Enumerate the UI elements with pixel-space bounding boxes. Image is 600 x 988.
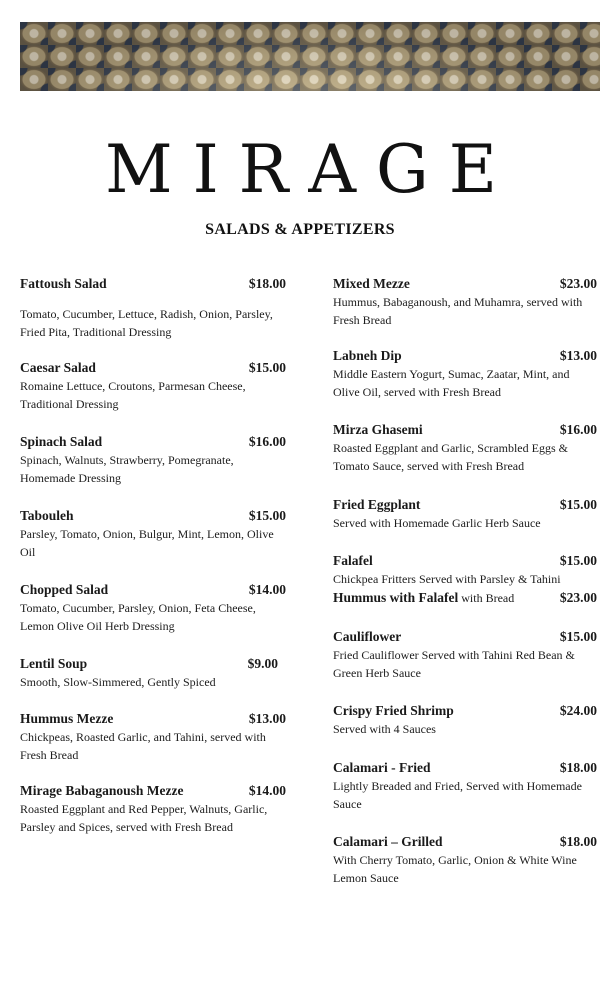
- item-description: Lightly Breaded and Fried, Served with Homemade Sauce: [333, 779, 582, 811]
- menu-item: [20, 711, 286, 764]
- item-description: With Cherry Tomato, Garlic, Onion & White Wine Lemon Sauce: [333, 853, 577, 885]
- item-price: $15.00: [559, 553, 597, 568]
- item-name: Calamari – Grilled: [333, 834, 443, 849]
- menu-item: [20, 434, 286, 487]
- item-description: Roasted Eggplant and Garlic, Scrambled Eggs & Tomato Sauce, served with Fresh Bread: [333, 441, 568, 473]
- item-name: Falafel: [333, 553, 373, 568]
- combo-suffix: with Bread: [458, 590, 515, 605]
- item-price: $14.00: [248, 783, 286, 798]
- menu-item: [20, 276, 286, 341]
- menu-item: [333, 834, 597, 887]
- menu-item: [333, 553, 597, 607]
- item-name: Lentil Soup: [20, 656, 88, 671]
- menu-item: [333, 629, 597, 682]
- menu-item: [20, 360, 286, 413]
- item-description: Served with Homemade Garlic Herb Sauce: [333, 516, 541, 530]
- item-name: Labneh Dip: [333, 348, 402, 363]
- item-description: Fried Cauliflower Served with Tahini Red Bean & Green Herb Sauce: [333, 648, 575, 680]
- item-description: Chickpeas, Roasted Garlic, and Tahini, served with Fresh Bread: [20, 730, 266, 762]
- item-description: Tomato, Cucumber, Lettuce, Radish, Onion, Parsley, Fried Pita, Traditional Dressing: [20, 307, 273, 339]
- menu-item: [20, 508, 286, 561]
- item-description: Smooth, Slow-Simmered, Gently Spiced: [20, 675, 216, 689]
- item-price: $16.00: [248, 434, 286, 449]
- item-name: Hummus Mezze: [20, 711, 114, 726]
- item-name: Mirage Babaganoush Mezze: [20, 783, 184, 798]
- item-name: Mirza Ghasemi: [333, 422, 423, 437]
- item-price: $23.00: [559, 276, 597, 291]
- item-price: $9.00: [247, 656, 278, 671]
- item-name: Cauliflower: [333, 629, 402, 644]
- item-name: Tabouleh: [20, 508, 74, 523]
- section-title: SALADS & APPETIZERS: [205, 221, 395, 238]
- item-price: $15.00: [559, 629, 597, 644]
- item-price: $14.00: [248, 582, 286, 597]
- item-description: Romaine Lettuce, Croutons, Parmesan Cheese, Traditional Dressing: [20, 379, 246, 411]
- menu-item: [20, 783, 286, 836]
- item-description: Chickpea Fritters Served with Parsley & Tahini: [333, 572, 561, 586]
- item-price: $18.00: [559, 760, 597, 775]
- item-description: Roasted Eggplant and Red Pepper, Walnuts, Garlic, Parsley and Spices, served with Fresh Bread: [20, 802, 268, 834]
- item-price: $13.00: [559, 348, 597, 363]
- item-price: $15.00: [248, 508, 286, 523]
- menu-item: [333, 703, 597, 739]
- item-name: Caesar Salad: [20, 360, 96, 375]
- item-name: Fattoush Salad: [20, 276, 107, 291]
- item-description: Hummus, Babaganoush, and Muhamra, served with Fresh Bread: [333, 295, 583, 327]
- menu-item: [20, 656, 286, 692]
- menu-item: [333, 276, 597, 329]
- item-price: $18.00: [559, 834, 597, 849]
- item-price: $24.00: [559, 703, 597, 718]
- combo-price: $23.00: [559, 589, 597, 605]
- menu-item: [20, 582, 286, 635]
- menu-item: [333, 348, 597, 401]
- item-price: $15.00: [248, 360, 286, 375]
- item-name: Fried Eggplant: [333, 497, 421, 512]
- item-price: $15.00: [559, 497, 597, 512]
- item-name: Crispy Fried Shrimp: [333, 703, 454, 718]
- item-price: $16.00: [559, 422, 597, 437]
- brand-logo: MIRAGE: [105, 131, 517, 208]
- combo-line: [333, 589, 597, 608]
- item-name: Calamari - Fried: [333, 760, 431, 775]
- item-description: Parsley, Tomato, Onion, Bulgur, Mint, Lemon, Olive Oil: [20, 527, 274, 559]
- menu-item: [333, 422, 597, 475]
- item-price: $13.00: [248, 711, 286, 726]
- item-description: Spinach, Walnuts, Strawberry, Pomegranate, Homemade Dressing: [20, 453, 234, 485]
- item-description: Served with 4 Sauces: [333, 722, 436, 736]
- item-name: Spinach Salad: [20, 434, 103, 449]
- item-name: Mixed Mezze: [333, 276, 410, 291]
- item-name: Chopped Salad: [20, 582, 109, 597]
- menu-item: [333, 497, 597, 533]
- menu-item: [333, 760, 597, 813]
- item-price: $18.00: [248, 276, 286, 291]
- combo-name: Hummus with Falafel: [333, 589, 459, 605]
- tile-banner-image: [20, 22, 600, 91]
- item-description: Tomato, Cucumber, Parsley, Onion, Feta Cheese, Lemon Olive Oil Herb Dressing: [20, 601, 256, 633]
- item-description: Middle Eastern Yogurt, Sumac, Zaatar, Mint, and Olive Oil, served with Fresh Bread: [333, 367, 570, 399]
